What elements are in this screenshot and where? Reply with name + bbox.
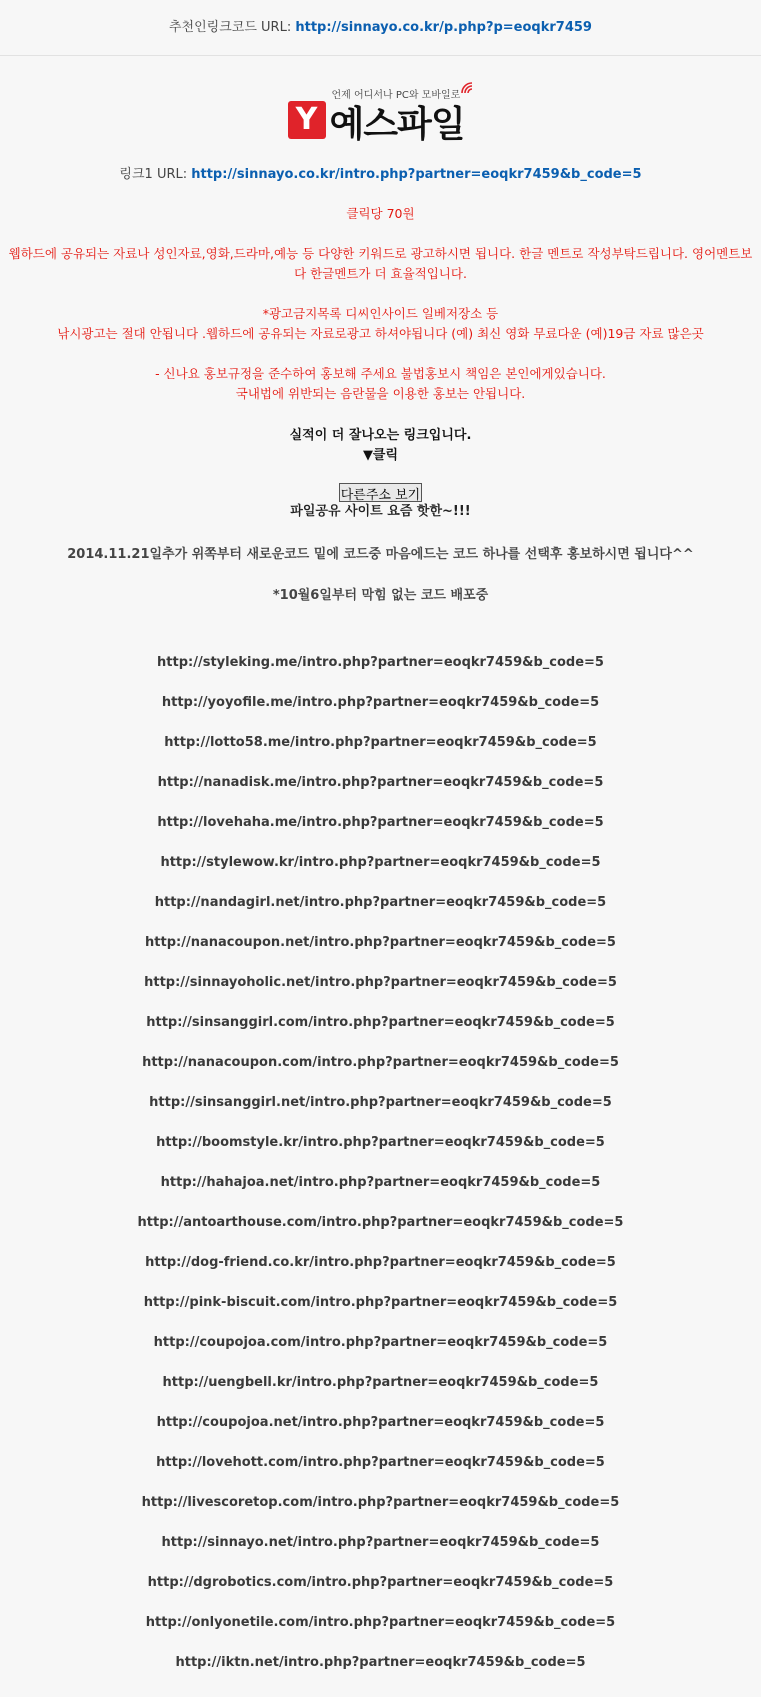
partner-url[interactable]: http://styleking.me/intro.php?partner=eoqkr7459&b_code=5 xyxy=(157,655,604,670)
wifi-signal-icon xyxy=(460,81,474,95)
partner-url[interactable]: http://sinsanggirl.com/intro.php?partner=eoqkr7459&b_code=5 xyxy=(146,1015,615,1030)
other-address-button[interactable]: 다른주소 보기 xyxy=(339,483,422,502)
yesfile-logo xyxy=(288,81,474,143)
link1-label: 링크1 URL: xyxy=(119,167,192,182)
partner-url[interactable]: http://nanadisk.me/intro.php?partner=eoqkr7459&b_code=5 xyxy=(157,775,604,790)
partner-url[interactable]: http://nandagirl.net/intro.php?partner=eoqkr7459&b_code=5 xyxy=(154,895,607,910)
promo-rules-notice xyxy=(0,364,761,404)
partner-url[interactable]: http://hahajoa.net/intro.php?partner=eoqkr7459&b_code=5 xyxy=(160,1175,601,1190)
ad-prohibited-notice xyxy=(0,304,761,344)
partner-url[interactable]: http://nanacoupon.net/intro.php?partner=eoqkr7459&b_code=5 xyxy=(145,935,616,950)
partner-url[interactable]: http://sinnayoholic.net/intro.php?partner=eoqkr7459&b_code=5 xyxy=(144,975,617,990)
partner-url[interactable]: http://dog-friend.co.kr/intro.php?partner=eoqkr7459&b_code=5 xyxy=(145,1255,616,1270)
partner-url[interactable]: http://uengbell.kr/intro.php?partner=eoqkr7459&b_code=5 xyxy=(162,1375,599,1390)
partner-url[interactable]: http://iktn.net/intro.php?partner=eoqkr7459&b_code=5 xyxy=(175,1655,586,1670)
partner-url-list xyxy=(0,643,761,1683)
partner-url[interactable]: http://lovehaha.me/intro.php?partner=eoqkr7459&b_code=5 xyxy=(157,815,604,830)
partner-url[interactable]: http://nanacoupon.com/intro.php?partner=eoqkr7459&b_code=5 xyxy=(142,1055,619,1070)
partner-url[interactable]: http://boomstyle.kr/intro.php?partner=eoqkr7459&b_code=5 xyxy=(156,1135,605,1150)
logo-tagline: 언제 어디서나 PC와 모바일로 xyxy=(331,90,461,101)
partner-url[interactable]: http://lovehott.com/intro.php?partner=eoqkr7459&b_code=5 xyxy=(156,1455,605,1470)
partner-url[interactable]: http://onlyonetile.com/intro.php?partner=eoqkr7459&b_code=5 xyxy=(145,1615,616,1630)
partner-url[interactable]: http://sinnayo.net/intro.php?partner=eoqkr7459&b_code=5 xyxy=(161,1535,600,1550)
logo-name: 예스파일 xyxy=(329,104,465,145)
partner-url[interactable]: http://pink-biscuit.com/intro.php?partner=eoqkr7459&b_code=5 xyxy=(143,1295,618,1310)
partner-url[interactable]: http://sinsanggirl.net/intro.php?partner=eoqkr7459&b_code=5 xyxy=(149,1095,612,1110)
obscene-ad-warning: 국내법에 위반되는 음란물을 이용한 홍보는 안됩니다. xyxy=(235,386,526,401)
partner-url[interactable]: http://antoarthouse.com/intro.php?partner=eoqkr7459&b_code=5 xyxy=(137,1215,624,1230)
promo-rules-text: - 신나요 홍보규정을 준수하여 홍보해 주세요 불법홍보시 책임은 본인에게있습니다. xyxy=(155,366,606,381)
partner-url[interactable]: http://coupojoa.net/intro.php?partner=eoqkr7459&b_code=5 xyxy=(156,1415,605,1430)
new-code-notice: 2014.11.21일추가 위쪽부터 새로운코드 밑에 코드중 마음에드는 코드 하나를 선택후 홍보하시면 됩니다^^ xyxy=(67,547,694,562)
better-link-text: 실적이 더 잘나오는 링크입니다. xyxy=(289,428,472,443)
prohibited-list-text: *광고금지목록 디씨인사이드 일베저장소 등 xyxy=(262,306,499,321)
logo-mark: Y xyxy=(288,101,326,139)
partner-url[interactable]: http://livescoretop.com/intro.php?partner=eoqkr7459&b_code=5 xyxy=(141,1495,620,1510)
partner-url[interactable]: http://lotto58.me/intro.php?partner=eoqkr7459&b_code=5 xyxy=(164,735,597,750)
click-hint: ▼클릭 xyxy=(362,448,399,463)
partner-url[interactable]: http://coupojoa.com/intro.php?partner=eoqkr7459&b_code=5 xyxy=(153,1335,608,1350)
ad-guide-notice: 웹하드에 공유되는 자료나 성인자료,영화,드라마,예능 등 다양한 키워드로 광고하시면 됩니다. 한글 멘트로 작성부탁드립니다. 영어멘트보다 한글멘트가 더 효율적입니다. xyxy=(8,246,753,281)
referral-link[interactable]: http://sinnayo.co.kr/p.php?p=eoqkr7459 xyxy=(295,20,592,35)
fishing-ad-warning: 낚시광고는 절대 안됩니다 .웹하드에 공유되는 자료로광고 하셔야됩니다 (예) 최신 영화 무료다운 (예)19금 자료 많은곳 xyxy=(57,326,704,341)
click-rate-text: 클릭당 70원 xyxy=(346,206,415,221)
link1-row xyxy=(0,163,761,182)
partner-url[interactable]: http://yoyofile.me/intro.php?partner=eoqkr7459&b_code=5 xyxy=(161,695,600,710)
referral-label: 추천인링크코드 URL: xyxy=(169,20,296,35)
referral-bar xyxy=(0,0,761,56)
partner-url[interactable]: http://dgrobotics.com/intro.php?partner=eoqkr7459&b_code=5 xyxy=(147,1575,614,1590)
main-content xyxy=(0,81,761,1683)
partner-url[interactable]: http://stylewow.kr/intro.php?partner=eoqkr7459&b_code=5 xyxy=(160,855,601,870)
no-block-notice: *10월6일부터 막힘 없는 코드 배포중 xyxy=(272,588,489,603)
hot-sites-text: 파일공유 사이트 요즘 핫한~!!! xyxy=(290,504,471,519)
link1-url[interactable]: http://sinnayo.co.kr/intro.php?partner=eoqkr7459&b_code=5 xyxy=(191,167,642,182)
better-link-notice xyxy=(0,426,761,466)
